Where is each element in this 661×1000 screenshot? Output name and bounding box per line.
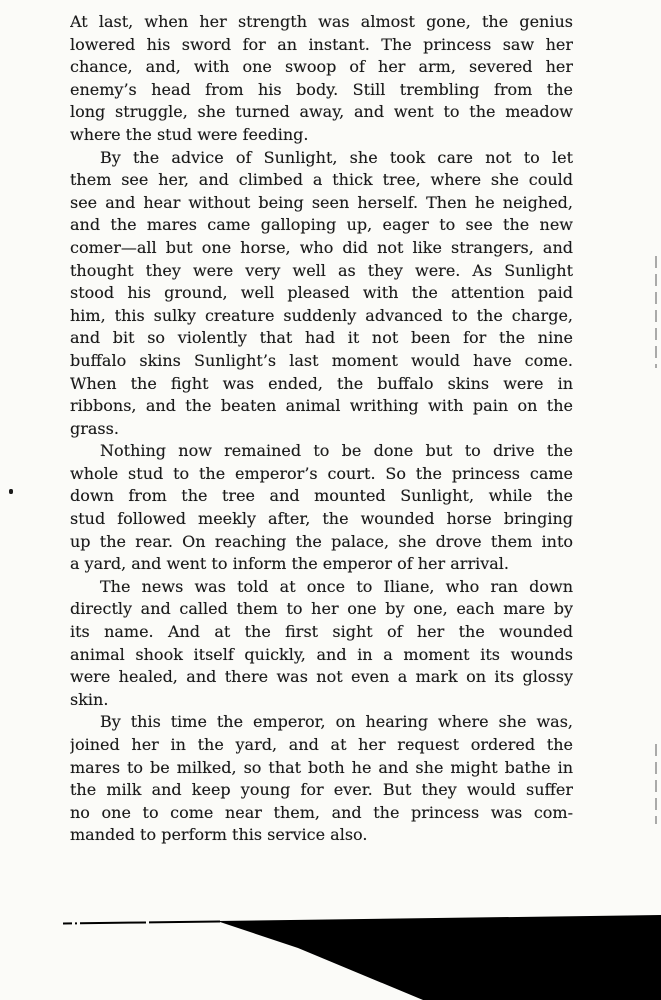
- text-line: him, this sulky creature suddenly advanced to the charge,: [70, 305, 573, 325]
- text-line: Nothing now remained to be done but to drive the: [100, 441, 573, 461]
- text-line: them see her, and climbed a thick tree, where she could: [70, 170, 573, 190]
- text-line: ribbons, and the beaten animal writhing with pain on the: [70, 396, 573, 416]
- text-line: grass.: [70, 418, 119, 438]
- text-line: and the mares came galloping up, eager to see the new: [70, 215, 573, 235]
- text-line: joined her in the yard, and at her request ordered the: [70, 735, 573, 754]
- text-line: its name. And at the first sight of her the wounded: [70, 622, 573, 642]
- text-line: a yard, and went to inform the emperor of her arrival.: [70, 554, 509, 574]
- text-line: the milk and keep young for ever. But they would suffer: [70, 780, 573, 800]
- scan-bottom-line: [63, 922, 220, 924]
- text-line: enemy’s head from his body. Still trembling from the: [70, 79, 573, 99]
- scan-black-wedge: [217, 915, 661, 1000]
- scan-margin-marks-lower: [655, 744, 657, 824]
- text-line: long struggle, she turned away, and went to the meadow: [70, 102, 573, 122]
- text-line: whole stud to the emperor’s court. So the princess came: [70, 463, 573, 483]
- paragraph: [70, 11, 573, 147]
- text-line: lowered his sword for an instant. The princess saw her: [70, 34, 573, 54]
- text-line: and bit so violently that had it not been for the nine: [70, 328, 573, 348]
- text-line: down from the tree and mounted Sunlight, while the: [70, 486, 573, 506]
- text-line: animal shook itself quickly, and in a moment its wounds: [70, 644, 573, 664]
- paragraph: [70, 711, 573, 847]
- text-line: At last, when her strength was almost gone, the genius: [70, 12, 573, 31]
- text-line: chance, and, with one swoop of her arm, severed her: [70, 57, 573, 77]
- text-line: manded to perform this service also.: [70, 825, 368, 845]
- text-line: stood his ground, well pleased with the attention paid: [70, 283, 573, 303]
- text-line: By this time the emperor, on hearing where she was,: [100, 712, 573, 732]
- scan-speck: [9, 489, 13, 494]
- text-line: thought they were very well as they were. As Sunlight: [70, 260, 573, 280]
- text-line: stud followed meekly after, the wounded horse bringing: [70, 509, 573, 529]
- text-line: buffalo skins Sunlight’s last moment would have come.: [70, 350, 573, 370]
- scan-margin-marks-upper: [655, 256, 657, 368]
- text-line: directly and called them to her one by one, each mare by: [70, 599, 573, 619]
- text-line: no one to come near them, and the princess was com-: [70, 802, 573, 822]
- text-line: see and hear without being seen herself. Then he neighed,: [70, 192, 573, 212]
- paragraph: [70, 576, 573, 712]
- text-line: The news was told at once to Iliane, who ran down: [100, 576, 573, 596]
- paragraph: [70, 440, 573, 576]
- text-line: When the fight was ended, the buffalo skins were in: [70, 373, 573, 393]
- page-text: [70, 11, 573, 847]
- text-line: where the stud were feeding.: [70, 124, 309, 144]
- text-line: were healed, and there was not even a mark on its glossy: [70, 667, 573, 687]
- text-line: skin.: [70, 689, 109, 709]
- text-line: By the advice of Sunlight, she took care not to let: [100, 147, 573, 167]
- text-line: mares to be milked, so that both he and she might bathe in: [70, 757, 573, 777]
- text-line: up the rear. On reaching the palace, she drove them into: [70, 531, 573, 551]
- paragraph: [70, 147, 573, 441]
- text-line: comer—all but one horse, who did not like strangers, and: [70, 237, 573, 257]
